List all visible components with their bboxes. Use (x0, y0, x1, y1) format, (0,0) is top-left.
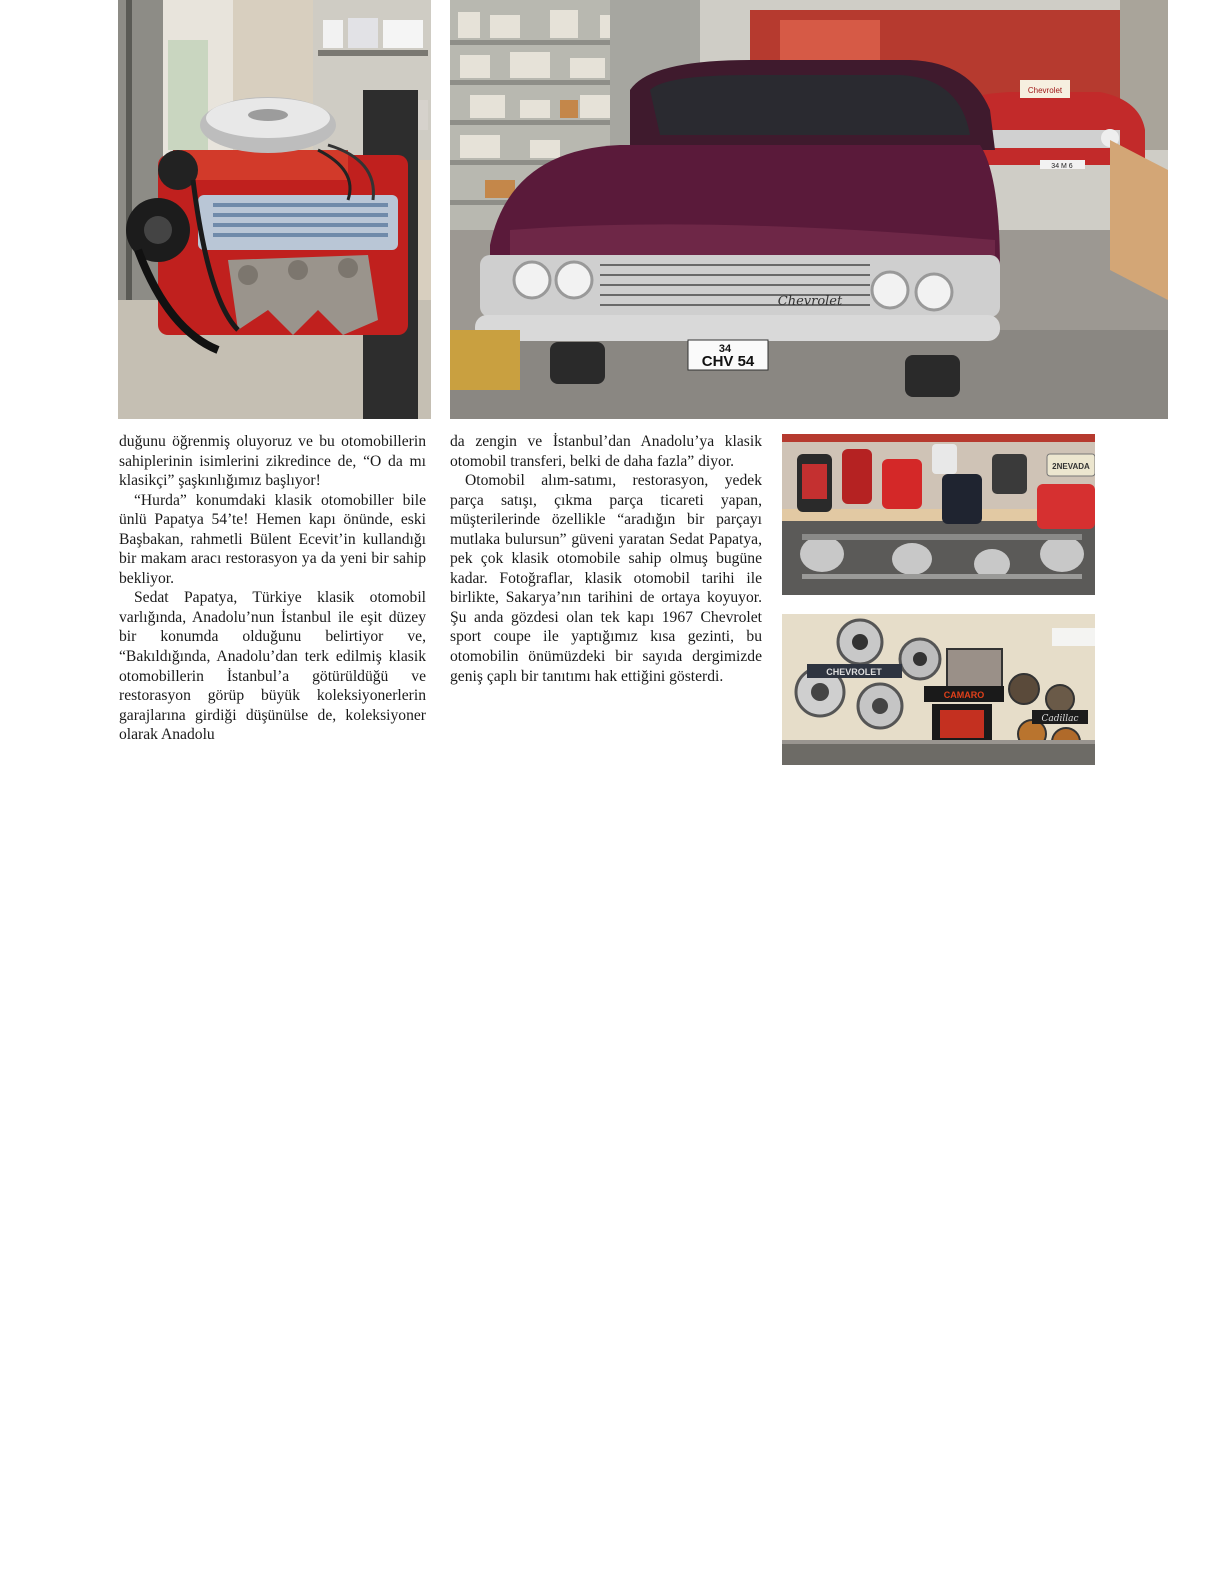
paragraph: Sedat Papatya, Türkiye klasik otomobil varlığında, Anadolu’nun İstanbul ile eşit düzey bir konumda olduğunu belirtiyor ve, “Bakıldığında, Anadolu’dan terk edilmiş klasik otomobillerin İstanbul’a götürüldüğü ve restorasyon görüp büyük koleksiyonerlerin garajlarına girdiği düşünülse de, koleksiyoner olarak Anadolu (119, 589, 426, 744)
paragraph: Otomobil alım-satımı, restorasyon, yedek parça satışı, çıkma parça ticareti yapan, müşterilerinde özellikle “aradığın bir parçayı mutlaka bulursun” güveni yaratan Sedat Papatya, pek çok klasik otomobile sahip olmuş bugüne kadar. Fotoğraflar, klasik otomobil tarihi ile birlikte, Sakarya’nın tarihini de ortaya koyuyor. Şu anda gözdesi olan tek kapı 1967 Chevrolet sport coupe ile yaptığımız kısa gezinti, bu otomobilin önümüzdeki bir sayıda dergimizde geniş çaplı bir tanıtımı hak ettiğini gösterdi. (450, 472, 762, 685)
paragraph: da zengin ve İstanbul’dan Anadolu’ya klasik otomobil transferi, belki de daha fazla” diyor. (450, 433, 762, 470)
hubcaps-illustration (782, 614, 1095, 765)
article-column-1 (119, 432, 426, 745)
plate-top-text: 34 (718, 343, 732, 355)
chevrolet-banner-text: CHEVROLET (826, 667, 882, 677)
shop-sign-text: Chevrolet (1027, 86, 1063, 95)
rear-plate-text: 34 M 6 (1051, 163, 1073, 170)
engine-illustration (118, 0, 431, 419)
grille-script: Chevrolet (777, 294, 843, 309)
paragraph: “Hurda” konumdaki klasik otomobiller bile ünlü Papatya 54’te! Hemen kapı önünde, eski Başbakan, rahmetli Bülent Ecevit’in kullandığı bir makam aracı restorasyon ya da yeni bir sahip bekliyor. (119, 491, 426, 587)
cadillac-text: Cadillac (1041, 714, 1079, 724)
camaro-text: CAMARO (943, 690, 985, 700)
chevrolet-car-photo (450, 0, 1168, 419)
nevada-plate-text: 2NEVADA (1052, 462, 1090, 471)
engine-photo (118, 0, 431, 419)
paragraph: duğunu öğrenmiş oluyoruz ve bu otomobillerin sahiplerinin isimlerini zikredince de, “O da mı klasikçi” şaşkınlığımız başlıyor! (119, 433, 426, 490)
article-column-2 (450, 432, 762, 686)
plate-text: CHV 54 (701, 353, 755, 370)
model-cars-illustration (782, 434, 1095, 595)
car-illustration (450, 0, 1168, 419)
model-cars-photo (782, 434, 1095, 595)
hubcaps-wall-photo (782, 614, 1095, 765)
